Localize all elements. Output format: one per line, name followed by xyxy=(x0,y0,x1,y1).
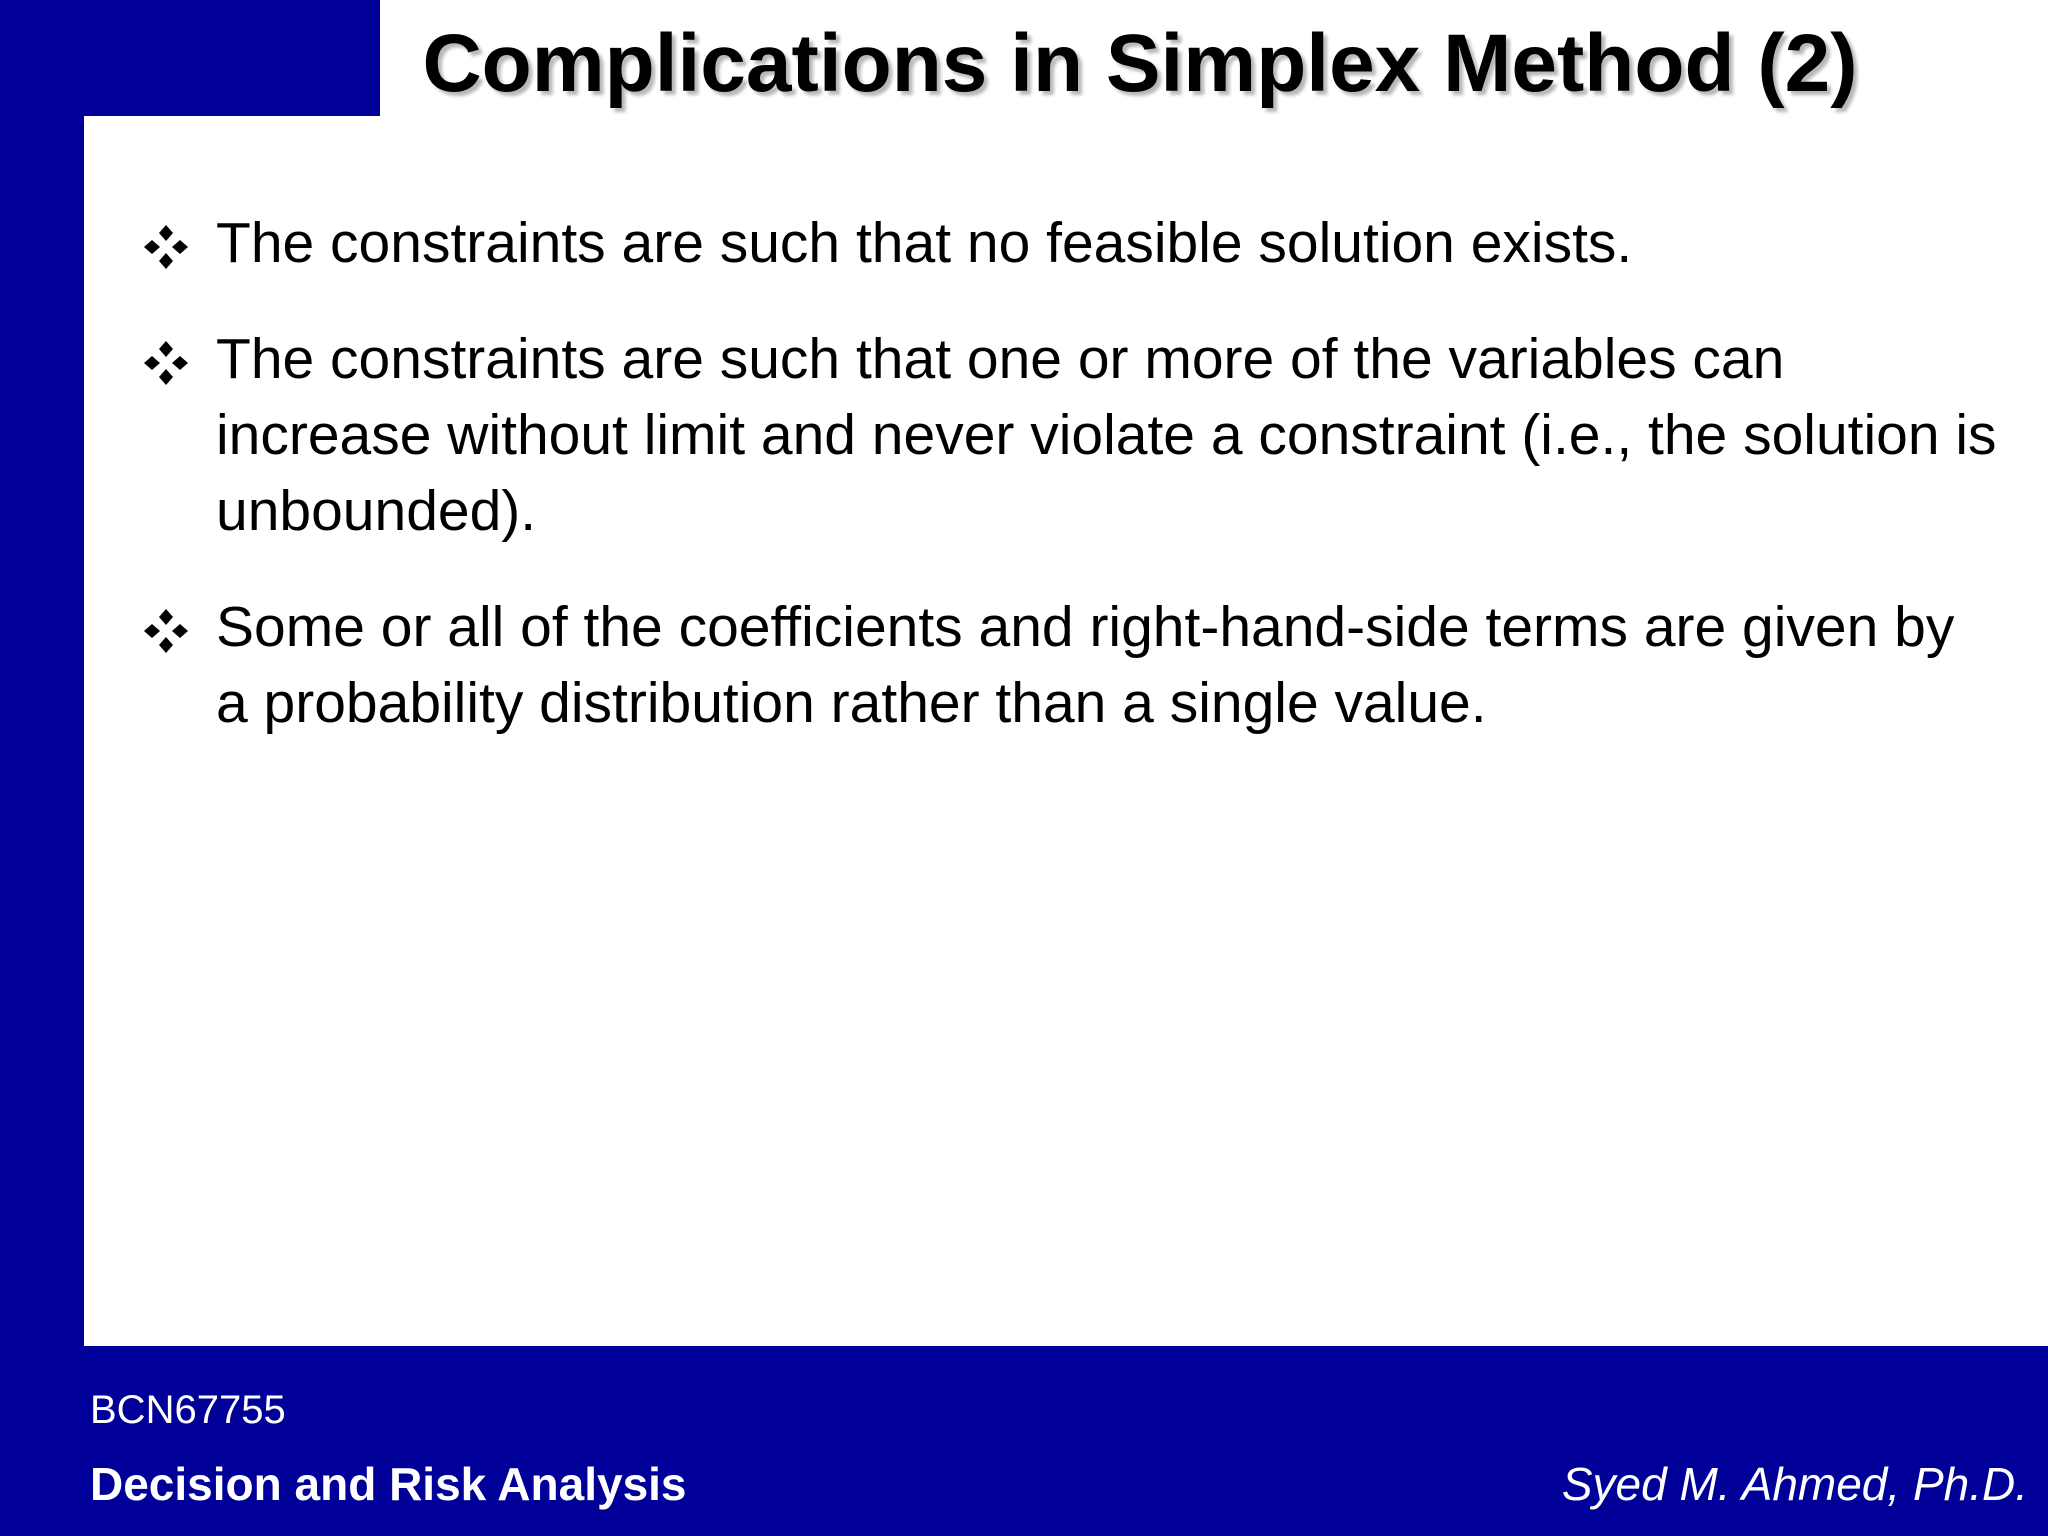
bullet-item xyxy=(140,205,2000,281)
top-left-frame-block xyxy=(0,0,380,116)
bullet-item xyxy=(140,589,2000,741)
footer-course-name: Decision and Risk Analysis xyxy=(90,1458,687,1510)
left-frame-bar xyxy=(0,0,84,1536)
footer-course-code: BCN67755 xyxy=(90,1388,286,1432)
four-diamond-bullet-icon xyxy=(142,223,190,271)
bullet-text: Some or all of the coefficients and right-hand-side terms are given by a probability distribution rather than a single value. xyxy=(216,595,1955,735)
slide-title: Complications in Simplex Method (2) xyxy=(422,18,1858,109)
four-diamond-bullet-icon xyxy=(142,339,190,387)
bullet-text: The constraints are such that no feasible solution exists. xyxy=(216,211,1633,275)
bullet-text: The constraints are such that one or more of the variables can increase without limit and never violate a constraint (i.e., the solution is unbounded). xyxy=(216,327,1997,543)
bullet-item xyxy=(140,321,2000,549)
four-diamond-bullet-icon xyxy=(142,607,190,655)
footer-author: Syed M. Ahmed, Ph.D. xyxy=(1561,1458,2028,1510)
bullet-list xyxy=(140,205,2000,781)
